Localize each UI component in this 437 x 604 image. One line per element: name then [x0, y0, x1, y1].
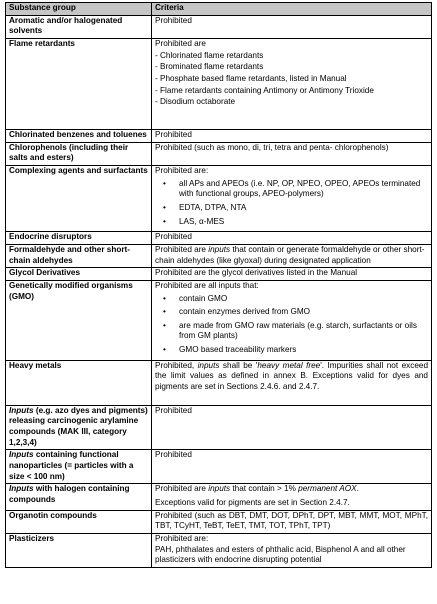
substance-name: Plasticizers	[6, 534, 152, 568]
substance-name: Complexing agents and surfactants	[6, 165, 152, 231]
substance-name-text: containing functional nanoparticles (= particles with a size < 100 nm)	[9, 450, 134, 481]
substance-name: Genetically modified organisms (GMO)	[6, 280, 152, 360]
table-row	[6, 534, 432, 568]
criteria-cell: Prohibited	[152, 232, 432, 245]
criteria-intro: Prohibited are:	[155, 165, 209, 175]
substance-name: Aromatic and/or halogenated solvents	[6, 15, 152, 38]
criteria-cell: Prohibited are the glycol derivatives listed in the Manual	[152, 268, 432, 281]
substance-name-text: with halogen containing compounds	[9, 484, 130, 505]
substance-name-text: (e.g. azo dyes and pigments) releasing carcinogenic arylamine compounds (MAK III, category 1,2,3,4)	[9, 405, 148, 447]
table-row	[6, 405, 432, 450]
criteria-text: shall be '	[219, 360, 258, 370]
criteria-cell	[152, 484, 432, 510]
criteria-emphasis: heavy metal free	[257, 360, 321, 370]
list-item: - Phosphate based flame retardants, listed in Manual	[155, 73, 347, 83]
criteria-cell: Prohibited (such as mono, di, tri, tetra and penta- chlorophenols)	[152, 142, 432, 165]
substance-name-emphasis: Inputs	[9, 450, 34, 460]
criteria-cell	[152, 244, 432, 267]
criteria-line	[155, 484, 428, 495]
table-row	[6, 232, 432, 245]
list-item: • LAS, α-MES	[179, 217, 428, 228]
bullet-list	[155, 294, 428, 356]
table-row	[6, 280, 432, 360]
criteria-cell: Prohibited	[152, 15, 432, 38]
criteria-cell	[152, 280, 432, 360]
criteria-note: Exceptions valid for pigments are set in Section 2.4.7.	[155, 498, 350, 508]
list-item: - Brominated flame retardants	[155, 62, 264, 72]
list-item: • contain GMO	[179, 294, 428, 305]
criteria-cell: Prohibited	[152, 129, 432, 142]
list-item: • EDTA, DTPA, NTA	[179, 203, 428, 214]
substance-name-emphasis: Inputs	[9, 484, 34, 494]
substance-name: Organotin compounds	[6, 510, 152, 533]
table-row	[6, 450, 432, 484]
table-row	[6, 484, 432, 510]
table-row	[6, 165, 432, 231]
criteria-text: '. Impurities shall not exceed the limit values as defined in annex B. Exceptions valid for dyes and pigments are set in Sections 2.4.6. and 2.4.7.	[155, 360, 428, 392]
substance-name: Endocrine disruptors	[6, 232, 152, 245]
table-row	[6, 38, 432, 129]
table-row	[6, 510, 432, 533]
bullet-list	[155, 179, 428, 228]
table-row	[6, 129, 432, 142]
table-row	[6, 360, 432, 405]
criteria-text: PAH, phthalates and esters of phthalic acid, Bisphenol A and all other plasticizers with endocrine disrupting potential	[155, 544, 406, 565]
criteria-cell	[152, 360, 432, 405]
criteria-cell	[152, 165, 432, 231]
substance-criteria-table	[5, 2, 432, 568]
substance-name	[6, 450, 152, 484]
criteria-emphasis: permanent AOX	[298, 484, 357, 494]
table-row	[6, 244, 432, 267]
criteria-text: Prohibited,	[155, 360, 198, 370]
criteria-cell: Prohibited (such as DBT, DMT, DOT, DPhT, DPT, MBT, MMT, MOT, MPhT, TBT, TCyHT, TeBT, TeET, TMT, TOT, TPhT, TPT)	[152, 510, 432, 533]
substance-name: Flame retardants	[6, 38, 152, 129]
criteria-text: Prohibited are	[155, 484, 209, 494]
criteria-intro: Prohibited are	[155, 38, 206, 48]
list-item: • GMO based traceability markers	[179, 345, 428, 356]
list-item: - Disodium octaborate	[155, 97, 236, 107]
criteria-cell	[152, 534, 432, 568]
criteria-text: Prohibited are	[155, 244, 209, 254]
substance-name	[6, 484, 152, 510]
substance-name	[6, 405, 152, 450]
substance-name: Glycol Derivatives	[6, 268, 152, 281]
table-row	[6, 268, 432, 281]
list-item: • contain enzymes derived from GMO	[179, 307, 428, 318]
list-item: - Chlorinated flame retardants	[155, 50, 264, 60]
table-row	[6, 142, 432, 165]
table-header-row	[6, 3, 432, 16]
list-item: • are made from GMO raw materials (e.g. starch, surfactants or oils from GM plants)	[179, 321, 428, 342]
substance-name-emphasis: Inputs	[9, 405, 34, 415]
header-criteria: Criteria	[152, 3, 432, 16]
criteria-emphasis: inputs	[197, 360, 220, 370]
criteria-text: that contain > 1%	[230, 484, 299, 494]
criteria-text: .	[356, 484, 359, 494]
criteria-emphasis: inputs	[208, 484, 231, 494]
criteria-intro: Prohibited are:	[155, 534, 209, 543]
substance-name: Chlorinated benzenes and toluenes	[6, 129, 152, 142]
criteria-cell: Prohibited	[152, 405, 432, 450]
list-item: - Flame retardants containing Antimony or Antimony Trioxide	[155, 85, 374, 95]
header-substance-group: Substance group	[6, 3, 152, 16]
substance-name: Chlorophenols (including their salts and esters)	[6, 142, 152, 165]
table-row	[6, 15, 432, 38]
criteria-cell: Prohibited	[152, 450, 432, 484]
list-item: • all APs and APEOs (i.e. NP, OP, NPEO, OPEO, APEOs terminated with functional groups, APEO-polymers)	[179, 179, 428, 200]
criteria-cell	[152, 38, 432, 129]
criteria-text: that contain or generate formaldehyde or other short-chain aldehydes (like glyoxal) during designated application	[155, 244, 425, 265]
criteria-intro: Prohibited are all inputs that:	[155, 280, 259, 290]
substance-name: Formaldehyde and other short-chain aldehydes	[6, 244, 152, 267]
criteria-emphasis: inputs	[208, 244, 231, 254]
substance-name: Heavy metals	[6, 360, 152, 405]
